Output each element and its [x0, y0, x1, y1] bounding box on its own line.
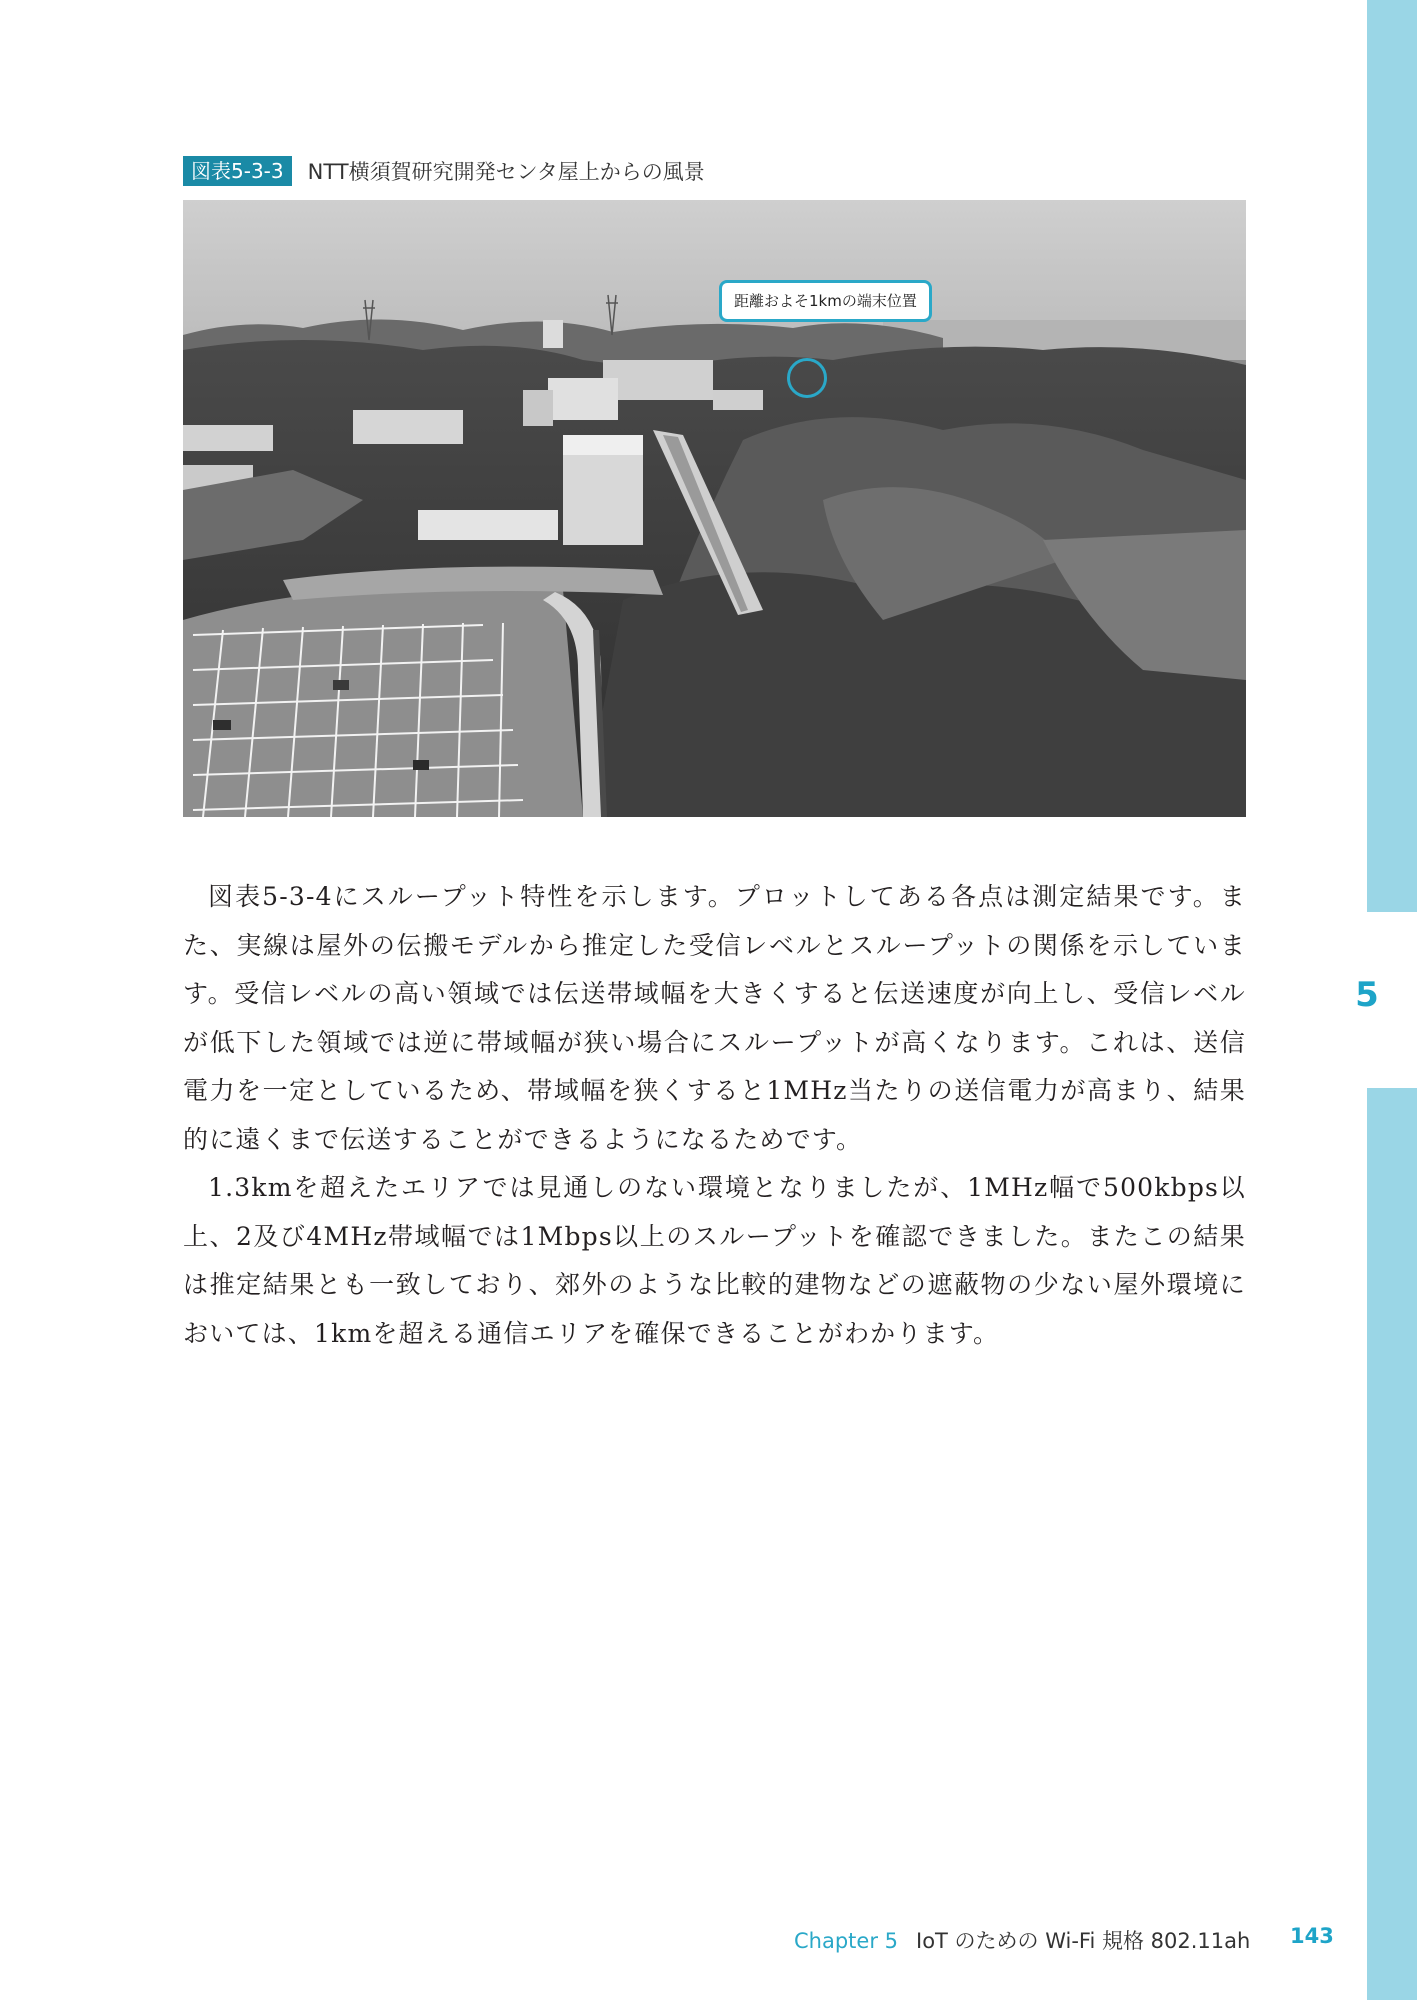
footer-title: IoT のための Wi-Fi 規格 802.11ah [916, 1929, 1251, 1953]
footer-chapter: Chapter 5 [794, 1929, 898, 1953]
chapter-tab-strip-top [1367, 0, 1417, 912]
aerial-photo-illustration [183, 200, 1246, 817]
chapter-tab-number: 5 [1355, 975, 1379, 1015]
terminal-location-callout: 距離およそ1kmの端末位置 [719, 280, 932, 322]
page-number: 143 [1290, 1924, 1334, 1948]
figure-caption [183, 155, 705, 187]
terminal-location-marker [787, 358, 827, 398]
aerial-photo [183, 200, 1246, 817]
paragraph-1: 図表5-3-4にスループット特性を示します。プロットしてある各点は測定結果です。また、実線は屋外の伝搬モデルから推定した受信レベルとスループットの関係を示しています。受信レベルの高い領域では伝送帯域幅を大きくすると伝送速度が向上し、受信レベルが低下した領域では逆に帯域幅が狭い場合にスループットが高くなります。これは、送信電力を一定としているため、帯域幅を狭くすると1MHz当たりの送信電力が高まり、結果的に遠くまで伝送することができるようになるためです。 [183, 882, 1246, 1154]
figure-title: NTT横須賀研究開発センタ屋上からの風景 [307, 160, 705, 184]
paragraph-2: 1.3kmを超えたエリアでは見通しのない環境となりましたが、1MHz幅で500kbps以上、2及び4MHz帯域幅では1Mbps以上のスループットを確認できました。またこの結果は推定結果とも一致しており、郊外のような比較的建物などの遮蔽物の少ない屋外環境においては、1kmを超える通信エリアを確保できることがわかります。 [183, 1173, 1246, 1348]
page-footer [794, 1925, 1251, 1955]
figure-label: 図表5-3-3 [183, 156, 292, 186]
chapter-tab-strip-bottom [1367, 1088, 1417, 2000]
body-text [183, 873, 1246, 1358]
